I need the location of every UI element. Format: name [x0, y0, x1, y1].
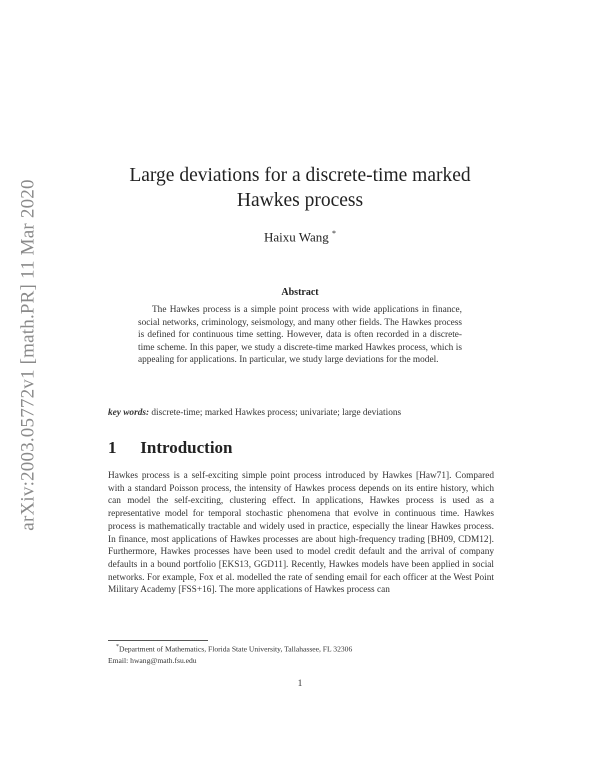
- footnote-mark: *: [116, 644, 119, 650]
- section-number: 1: [108, 438, 117, 457]
- section-title: Introduction: [140, 438, 233, 457]
- keywords-line: [108, 408, 508, 418]
- title-line-2: Hawkes process: [236, 190, 364, 211]
- arxiv-stamp-text: arXiv:2003.05772v1 [math.PR] 11 Mar 2020: [18, 179, 39, 531]
- abstract-text: The Hawkes process is a simple point process with wide applications in finance, social networks, criminology, seismology, and many other fields. The Hawkes process is defined for continuous time setting. However, data is often recorded in a discrete-time scheme. In this paper, we study a discrete-time marked Hawkes process, which is appealing for applications. In particular, we study large deviations for the model.: [138, 305, 462, 366]
- arxiv-identifier-stamp: [4, 170, 54, 540]
- section-heading-introduction: [108, 438, 233, 458]
- keywords-label: key words:: [108, 408, 150, 418]
- footnote-affiliation: Department of Mathematics, Florida State University, Tallahassee, FL 32306: [119, 644, 353, 654]
- footnote-divider: [108, 640, 208, 641]
- abstract-heading: Abstract: [281, 287, 319, 298]
- author-footnote-mark: *: [332, 229, 337, 238]
- title-line-1: Large deviations for a discrete-time marked: [129, 165, 471, 186]
- footnote: [108, 642, 494, 666]
- footnote-affiliation-line: [108, 642, 494, 655]
- paper-title: [100, 163, 500, 213]
- footnote-email: Email: hwang@math.fsu.edu: [108, 655, 197, 665]
- introduction-paragraph: Hawkes process is a self-exciting simple point process introduced by Hawkes [Haw71]. Compared with a standard Poisson process, the intensity of Hawkes process depends on its entire history, which can model the self-exciting, clustering effect. In applications, Hawkes process is used as a representative model for temporal stochastic phenomena that evolve in continuous time. Hawkes process is mathematically tractable and widely used in practice, especially the linear Hawkes process. In finance, most applications of Hawkes processes are about high-frequency trading [BH09, CDM12]. Furthermore, Hawkes processes have been used to model credit default and the arrival of company defaults in a bound portfolio [EKS13, GGD11]. Recently, Hawkes models have been applied in social networks. For example, Fox et al. modelled the rate of sending email for each officer at the West Point Military Academy [FSS+16]. The more applications of Hawkes process can: [108, 471, 494, 596]
- page-number: 1: [297, 679, 303, 689]
- keywords-text: discrete-time; marked Hawkes process; univariate; large deviations: [151, 408, 402, 418]
- author-block: [100, 229, 500, 245]
- author-name: Haixu Wang: [263, 229, 329, 245]
